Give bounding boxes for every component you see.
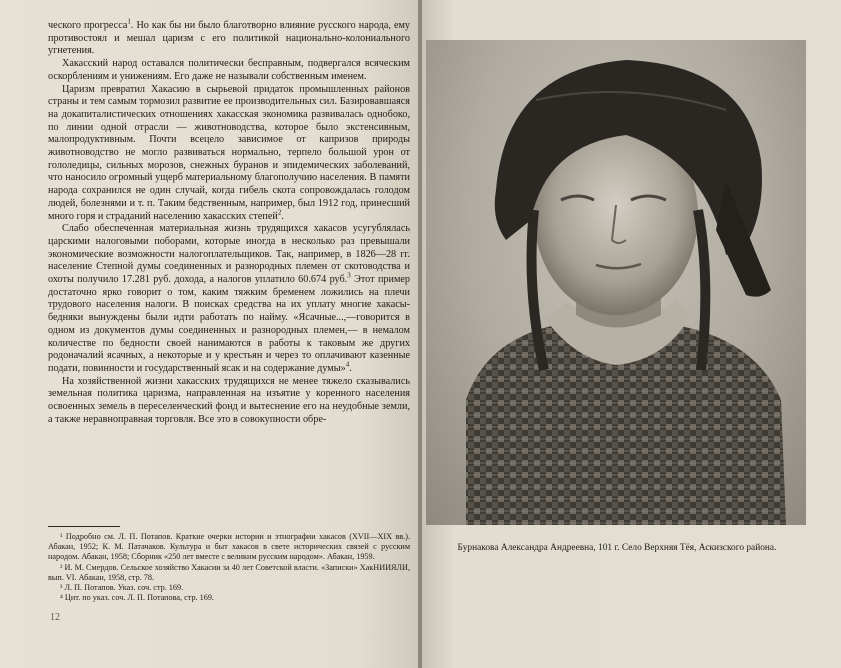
paragraph-2: Хакасский народ оставался политически бесправным, подвергался всяческим оскорблениям и унижениям. Его даже не называли собственным именем. xyxy=(48,58,410,82)
footnote-ref-3: 3 xyxy=(347,271,351,280)
paragraph-5: На хозяйственной жизни хакасских трудящихся не менее тяжело сказывались земельная политика царизма, направленная на изъятие у коренного населения освоенных земель в переселенческий фонд и вытеснение его на неудобные земли, а также неравноправная торговля. Все это в совокупности обре- xyxy=(48,375,410,425)
left-page xyxy=(0,0,420,668)
footnote-ref-1: 1 xyxy=(127,17,131,26)
portrait-illustration xyxy=(426,40,806,525)
portrait-photo xyxy=(426,40,806,525)
footnote-4: ⁴ Цит. по указ. соч. Л. П. Потапова, стр. 169. xyxy=(60,593,214,603)
photo-caption: Бурнакова Александра Андреевна, 101 г. Село Верхняя Тёя, Аскизского района. xyxy=(457,543,777,553)
footnote-divider xyxy=(48,526,120,527)
footnote-2: ² И. М. Смердов. Сельское хозяйство Хакасии за 40 лет Советской власти. «Записки» ХакНИИЯЛИ, вып. VI. Абакан, 1958, стр. 78. xyxy=(48,562,410,582)
footnotes xyxy=(48,532,410,603)
paragraph-3: Царизм превратил Хакасию в сырьевой придаток промышленных районов страны и тем самым тормозил развитие ее производительных сил. Базировавшаяся на докапиталистических отношениях хакасская экономика развивалась однобоко, по линии одной отрасли — животноводства, которое было экстенсивным, малопродуктивным. Почти всецело зависимое от капризов природы животноводство не могло развиваться нормально, терпело большой урон от гололедицы, сильных морозов, снежных буранов и эпидемических заболеваний, что наносило огромный ущерб материальному благополучию населения. В памяти народа сохранился не один случай, когда гибель скота сопровождалась голодом людей, болезнями и т. п. Таким бедственным, например, был 1912 год, принесший много горя и страданий населению хакасских степей$^2$. xyxy=(48,83,410,222)
paragraph-4: Слабо обеспеченная материальная жизнь трудящихся хакасов усугублялась царскими налоговыми поборами, которые иногда в несколько раз превышали экономические возможности налогоплательщиков. Так, например, в 1826—28 гг. население Степной думы соединенных и разнородных племен от скотоводства и охоты получило 17.281 руб. дохода, а налогов уплатило 60.674 руб.$^3$ Этот пример достаточно ярко говорит о том, каким тяжким бременем ложились на плечи трудового населения налоги. В поисках средства на их уплату многие хакасы-бедняки вынуждены были идти работать по найму. «Ясачные...,—говорится в одном из документов думы соединенных и разнородных племен,— в немалом количестве по бедности своей нанимаются в работы к таковым же других родоначалий ясачных, а некоторые и у крестьян и через то оплачивают казенные подати, повинности и государственный ясак и на содержание думы»$^4$. xyxy=(48,223,411,374)
paragraph-1: ческого прогресса$^1$. Но как бы ни было благотворно влияние русского народа, ему противостоял и мешал царизм с его политикой национально-колониального угнетения. xyxy=(48,17,411,57)
page-number: 12 xyxy=(50,612,60,623)
footnote-ref-4: 4 xyxy=(345,360,350,369)
footnote-ref-2: 2 xyxy=(277,208,282,217)
footnote-3: ³ Л. П. Потапов. Указ. соч. стр. 169. xyxy=(60,583,184,593)
main-text xyxy=(48,17,411,427)
footnote-1: ¹ Подробно см. Л. П. Потапов. Краткие очерки истории и этнографии хакасов (XVII—XIX вв.). Абакан, 1952; К. М. Патачаков. Культура и быт хакасов в свете исторических связей с русским народом. Абакан, 1958; Сборник «250 лет вместе с великим русским народом». Абакан, 1959. xyxy=(48,532,410,562)
